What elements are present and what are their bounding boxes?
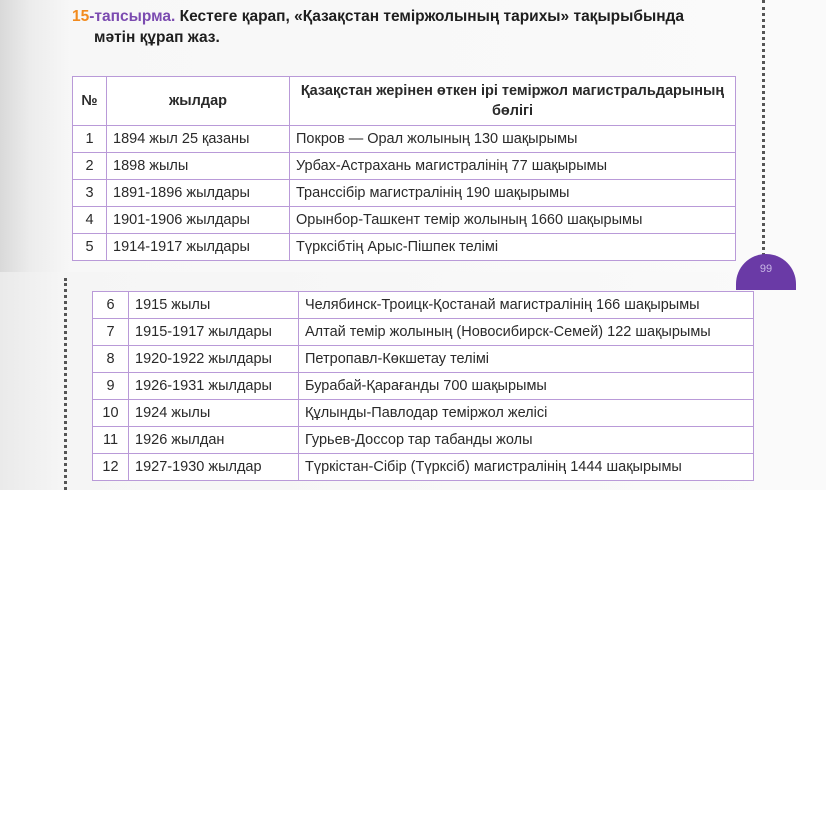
cell-years: 1891-1896 жылдары bbox=[107, 180, 290, 207]
cell-num: 9 bbox=[93, 373, 129, 400]
cell-section: Бурабай-Қарағанды 700 шақырымы bbox=[299, 373, 754, 400]
cell-section: Петропавл-Көкшетау телімі bbox=[299, 346, 754, 373]
cell-section: Гурьев-Доссор тар табанды жолы bbox=[299, 427, 754, 454]
task-label: -тапсырма. bbox=[89, 8, 176, 25]
page-number: 99 bbox=[759, 263, 773, 275]
cell-years: 1920-1922 жылдары bbox=[129, 346, 299, 373]
table-row bbox=[73, 234, 736, 261]
cell-years: 1927-1930 жылдар bbox=[129, 454, 299, 481]
cell-num: 3 bbox=[73, 180, 107, 207]
cell-section: Орынбор-Ташкент темір жолының 1660 шақырымы bbox=[290, 207, 736, 234]
cell-years: 1914-1917 жылдары bbox=[107, 234, 290, 261]
cell-num: 8 bbox=[93, 346, 129, 373]
table-row bbox=[93, 346, 754, 373]
cell-num: 6 bbox=[93, 292, 129, 319]
dotted-margin-line-right bbox=[762, 0, 765, 262]
cell-num: 12 bbox=[93, 454, 129, 481]
cell-num: 11 bbox=[93, 427, 129, 454]
cell-section: Құлынды-Павлодар теміржол желісі bbox=[299, 400, 754, 427]
table-row bbox=[93, 319, 754, 346]
dotted-margin-line-left bbox=[64, 278, 67, 490]
cell-num: 10 bbox=[93, 400, 129, 427]
table-row bbox=[93, 373, 754, 400]
cell-num: 2 bbox=[73, 153, 107, 180]
task-text-line2: мәтін құрап жаз. bbox=[94, 29, 220, 46]
cell-section: Түрксібтің Арыс-Пішпек телімі bbox=[290, 234, 736, 261]
table-row bbox=[93, 292, 754, 319]
cell-num: 5 bbox=[73, 234, 107, 261]
cell-num: 1 bbox=[73, 126, 107, 153]
cell-years: 1915-1917 жылдары bbox=[129, 319, 299, 346]
cell-num: 4 bbox=[73, 207, 107, 234]
cell-section: Урбах-Астрахань магистралінің 77 шақырымы bbox=[290, 153, 736, 180]
cell-years: 1915 жылы bbox=[129, 292, 299, 319]
task-heading bbox=[72, 6, 732, 48]
table-row bbox=[93, 454, 754, 481]
cell-section: Челябинск-Троицк-Қостанай магистралінің 166 шақырымы bbox=[299, 292, 754, 319]
cell-section: Покров — Орал жолының 130 шақырымы bbox=[290, 126, 736, 153]
table-row bbox=[93, 427, 754, 454]
table-row bbox=[73, 180, 736, 207]
cell-years: 1926 жылдан bbox=[129, 427, 299, 454]
table-row bbox=[73, 153, 736, 180]
cell-years: 1924 жылы bbox=[129, 400, 299, 427]
table-row bbox=[73, 126, 736, 153]
cell-section: Түркістан-Сібір (Түрксіб) магистралінің 1444 шақырымы bbox=[299, 454, 754, 481]
task-number: 15 bbox=[72, 8, 90, 25]
header-section: Қазақстан жерінен өткен ірі теміржол магистральдарының бөлігі bbox=[290, 77, 736, 126]
table-row bbox=[73, 207, 736, 234]
cell-years: 1926-1931 жылдары bbox=[129, 373, 299, 400]
cell-years: 1894 жыл 25 қазаны bbox=[107, 126, 290, 153]
railway-table-part2 bbox=[92, 291, 754, 481]
task-text-line1: Кестеге қарап, «Қазақстан теміржолының тарихы» тақырыбында bbox=[175, 8, 685, 25]
cell-section: Транссібір магистралінің 190 шақырымы bbox=[290, 180, 736, 207]
header-num: № bbox=[73, 77, 107, 126]
railway-table-part1 bbox=[72, 76, 736, 261]
table-row bbox=[93, 400, 754, 427]
table-header-row bbox=[73, 77, 736, 126]
cell-years: 1898 жылы bbox=[107, 153, 290, 180]
header-years: жылдар bbox=[107, 77, 290, 126]
cell-num: 7 bbox=[93, 319, 129, 346]
cell-section: Алтай темір жолының (Новосибирск-Семей) 122 шақырымы bbox=[299, 319, 754, 346]
cell-years: 1901-1906 жылдары bbox=[107, 207, 290, 234]
